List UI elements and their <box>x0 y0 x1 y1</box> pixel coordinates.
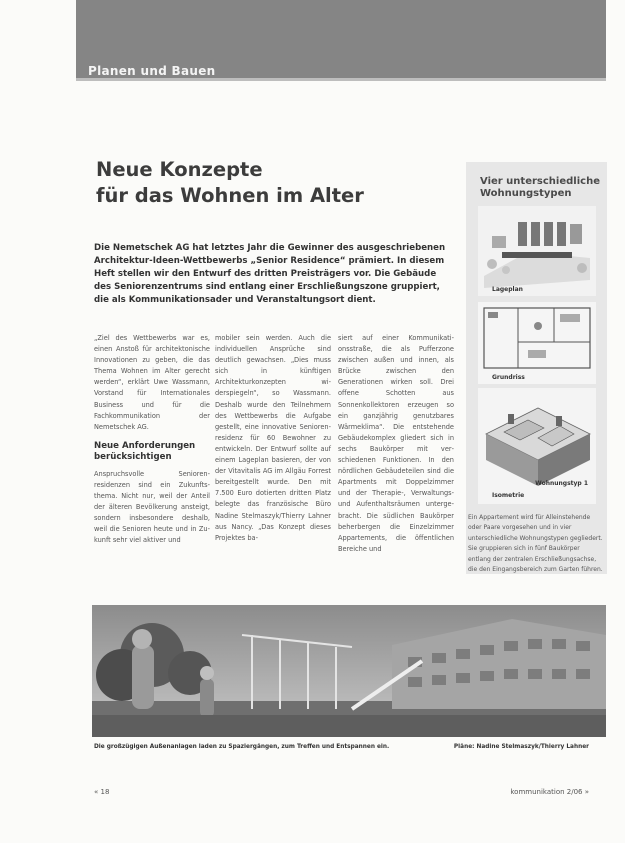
issue-label: kommunikation 2/06 » <box>510 788 589 796</box>
article-title-line1: Neue Konzepte <box>96 158 263 181</box>
article-title <box>96 157 456 209</box>
header-rule <box>76 78 606 81</box>
body-column-3 <box>338 333 454 555</box>
article-lead: Die Nemetschek AG hat letztes Jahr die Gewinner des ausgeschriebenen Architektur-Ideen-Wettbewerbs „Senior Residence“ prämiert. In diesem Heft stellen wir den Entwurf des dritten Preisträgers vor. Die Gebäude des Seniorenzentrums sind entlang einer Erschließungszone gruppiert, die als Kommunikationsader und Veranstaltungsort dient. <box>94 243 446 305</box>
section-label: Planen und Bauen <box>88 64 216 78</box>
body-column-1 <box>94 333 210 547</box>
floor-plan-drawing <box>478 302 596 384</box>
header-band <box>76 0 606 78</box>
site-plan-figure <box>478 206 596 296</box>
sidebar-title: Vier unterschiedliche Wohnungstypen <box>480 176 600 199</box>
isometric-label: Isometrie <box>492 492 525 499</box>
floor-plan-label: Grundriss <box>492 374 525 381</box>
article-title-line2: für das Wohnen im Alter <box>96 184 364 207</box>
body-paragraph: siert auf einer Kommunikationsstraße, die als Pufferzone zwischen außen und innen, als Brücke zwischen den Generationen wirken soll. Drei offene Schotten aus Sonnenkollektoren erzeugen so ein ganzjährig genutzbares Wärmeklima“. Die entstehende Gebäudekomplex gliedert sich in sechs Baukörper mit verschiedenen Funktionen. In den nördlichen Gebäudeteilen sind die Apartments mit Doppelzimmer und der Therapie-, Verwaltungs- und Aufenthaltsräumen untergebracht. Die südlichen Baukörper beherbergen die Einzelzimmer Appartements, die öffentlichen Bereiche und <box>338 334 454 553</box>
architecture-rendering <box>92 605 606 737</box>
sidebar-caption: Ein Appartement wird für Alleinstehende oder Paare vorgesehen und in vier unterschiedliche Wohnungstypen gegliedert. Sie gruppieren sich in fünf Baukörper entlang der zentralen Erschließungsachse, die den Eingangsbereich zum Garten führen. <box>468 514 603 574</box>
floor-plan-figure <box>478 302 596 384</box>
site-plan-drawing <box>478 206 596 296</box>
body-paragraph: Anspruchsvolle Seniorenresidenzen sind ein Zukunftsthema. Nicht nur, weil der Anteil der älteren Bevölkerung ansteigt, sondern insbesondere deshalb, weil die Senioren heute und in Zukunft sehr viel aktiver und <box>94 469 210 545</box>
page-number: « 18 <box>94 788 110 796</box>
site-plan-label: Lageplan <box>492 286 523 293</box>
photo-credit: Pläne: Nadine Stelmaszyk/Thierry Lahner <box>453 744 589 750</box>
body-paragraph: „Ziel des Wettbewerbs war es, einen Anstoß für architektonische Innovationen zu geben, die das Thema Wohnen im Alter gerecht werden“, erklärt Uwe Wassmann, Vorstand für Internationales Business und für die Fachkommunikation der Nemetschek AG. <box>94 334 210 431</box>
rendering-drawing <box>92 605 606 737</box>
isometric-figure <box>478 388 596 504</box>
isometric-type-label: Wohnungstyp 1 <box>535 480 588 487</box>
photo-caption: Die großzügigen Außenanlagen laden zu Spaziergängen, zum Treffen und Entspannen ein. <box>94 744 390 750</box>
body-column-2 <box>215 333 331 544</box>
body-paragraph: mobiler sein werden. Auch die individuellen Ansprüche sind deutlich gewachsen. „Dies muss sich in künftigen Architekturkonzepten widerspiegeln“, so Wassmann. Deshalb wurde den Teilnehmern des Wettbewerbs die Aufgabe gestellt, eine innovative Seniorenresidenz für 60 Bewohner zu entwickeln. Der Entwurf sollte auf einem Lageplan basieren, der von der Vitavitalis AG im Allgäu Forrest bereitgestellt wurde. Den mit 7.500 Euro dotierten dritten Platz belegte das französische Büro Nadine Stelmaszyk/Thierry Lahner aus Nancy. „Das Konzept dieses Projektes ba- <box>215 334 331 542</box>
article-subhead: Neue Anforderungen berücksichtigen <box>94 440 196 462</box>
